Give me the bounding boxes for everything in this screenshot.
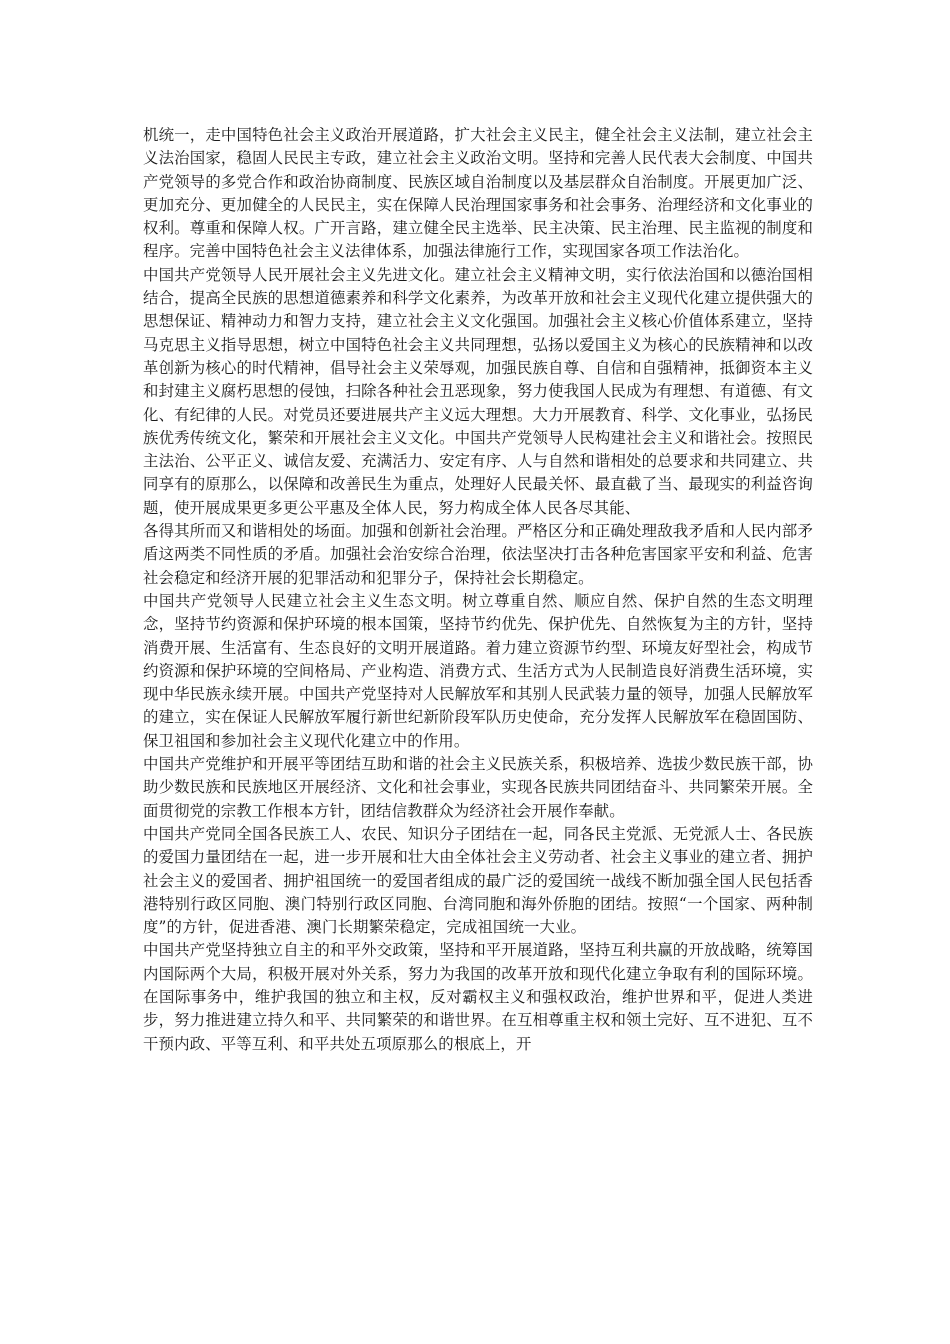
paragraph: 中国共产党领导人民建立社会主义生态文明。树立尊重自然、顺应自然、保护自然的生态文明理念，坚持节约资源和保护环境的根本国策，坚持节约优先、保护优先、自然恢复为主的方针，坚持消费开展、生活富有、生态良好的文明开展道路。着力建立资源节约型、环境友好型社会，构成节约资源和保护环境的空间格局、产业构造、消费方式、生活方式为人民制造良好消费生活环境，实现中华民族永续开展。中国共产党坚持对人民解放军和其别人民武装力量的领导，加强人民解放军的建立，实在保证人民解放军履行新世纪新阶段军队历史使命，充分发挥人民解放军在稳固国防、保卫祖国和参加社会主义现代化建立中的作用。 (143, 591, 813, 750)
document-body (143, 124, 813, 1056)
paragraph: 机统一，走中国特色社会主义政治开展道路，扩大社会主义民主，健全社会主义法制，建立社会主义法治国家，稳固人民民主专政，建立社会主义政治文明。坚持和完善人民代表大会制度、中国共产党领导的多党合作和政治协商制度、民族区域自治制度以及基层群众自治制度。开展更加广泛、更加充分、更加健全的人民民主，实在保障人民治理国家事务和社会事务、治理经济和文化事业的权利。尊重和保障人权。广开言路，建立健全民主选举、民主决策、民主治理、民主监视的制度和程序。完善中国特色社会主义法律体系，加强法律施行工作，实现国家各项工作法治化。 (143, 126, 813, 261)
paragraph: 中国共产党维护和开展平等团结互助和谐的社会主义民族关系，积极培养、选拔少数民族干部，协助少数民族和民族地区开展经济、文化和社会事业，实现各民族共同团结奋斗、共同繁荣开展。全面贯彻党的宗教工作根本方针，团结信教群众为经济社会开展作奉献。 (143, 755, 813, 820)
paragraph: 中国共产党同全国各民族工人、农民、知识分子团结在一起，同各民主党派、无党派人士、各民族的爱国力量团结在一起，进一步开展和壮大由全体社会主义劳动者、社会主义事业的建立者、拥护社会主义的爱国者、拥护祖国统一的爱国者组成的最广泛的爱国统一战线不断加强全国人民包括香港特别行政区同胞、澳门特别行政区同胞、台湾同胞和海外侨胞的团结。按照“一个国家、两种制度”的方针，促进香港、澳门长期繁荣稳定，完成祖国统一大业。 (143, 824, 813, 937)
paragraph: 各得其所而又和谐相处的场面。加强和创新社会治理。严格区分和正确处理敌我矛盾和人民内部矛盾这两类不同性质的矛盾。加强社会治安综合治理，依法坚决打击各种危害国家平安和利益、危害社会稳定和经济开展的犯罪活动和犯罪分子，保持社会长期稳定。 (143, 522, 813, 587)
paragraph: 中国共产党坚持独立自主的和平外交政策，坚持和平开展道路，坚持互利共赢的开放战略，统筹国内国际两个大局，积极开展对外关系，努力为我国的改革开放和现代化建立争取有利的国际环境。在国际事务中，维护我国的独立和主权，反对霸权主义和强权政治，维护世界和平，促进人类进步，努力推进建立持久和平、共同繁荣的和谐世界。在互相尊重主权和领土完好、互不进犯、互不干预内政、平等互利、和平共处五项原那么的根底上，开 (143, 941, 813, 1053)
paragraph: 中国共产党领导人民开展社会主义先进文化。建立社会主义精神文明，实行依法治国和以德治国相结合，提高全民族的思想道德素养和科学文化素养，为改革开放和社会主义现代化建立提供强大的思想保证、精神动力和智力支持，建立社会主义文化强国。加强社会主义核心价值体系建立，坚持马克思主义指导思想，树立中国特色社会主义共同理想，弘扬以爱国主义为核心的民族精神和以改革创新为核心的时代精神，倡导社会主义荣辱观，加强民族自尊、自信和自强精神，抵御资本主义和封建主义腐朽思想的侵蚀，扫除各种社会丑恶现象，努力使我国人民成为有理想、有道德、有文化、有纪律的人民。对党员还要进展共产主义远大理想。大力开展教育、科学、文化事业，弘扬民族优秀传统文化，繁荣和开展社会主义文化。中国共产党领导人民构建社会主义和谐社会。按照民主法治、公平正义、诚信友爱、充满活力、安定有序、人与自然和谐相处的总要求和共同建立、共同享有的原那么，以保障和改善民生为重点，处理好人民最关怀、最直截了当、最现实的利益咨询题，使开展成果更多更公平惠及全体人民，努力构成全体人民各尽其能、 (143, 265, 813, 517)
